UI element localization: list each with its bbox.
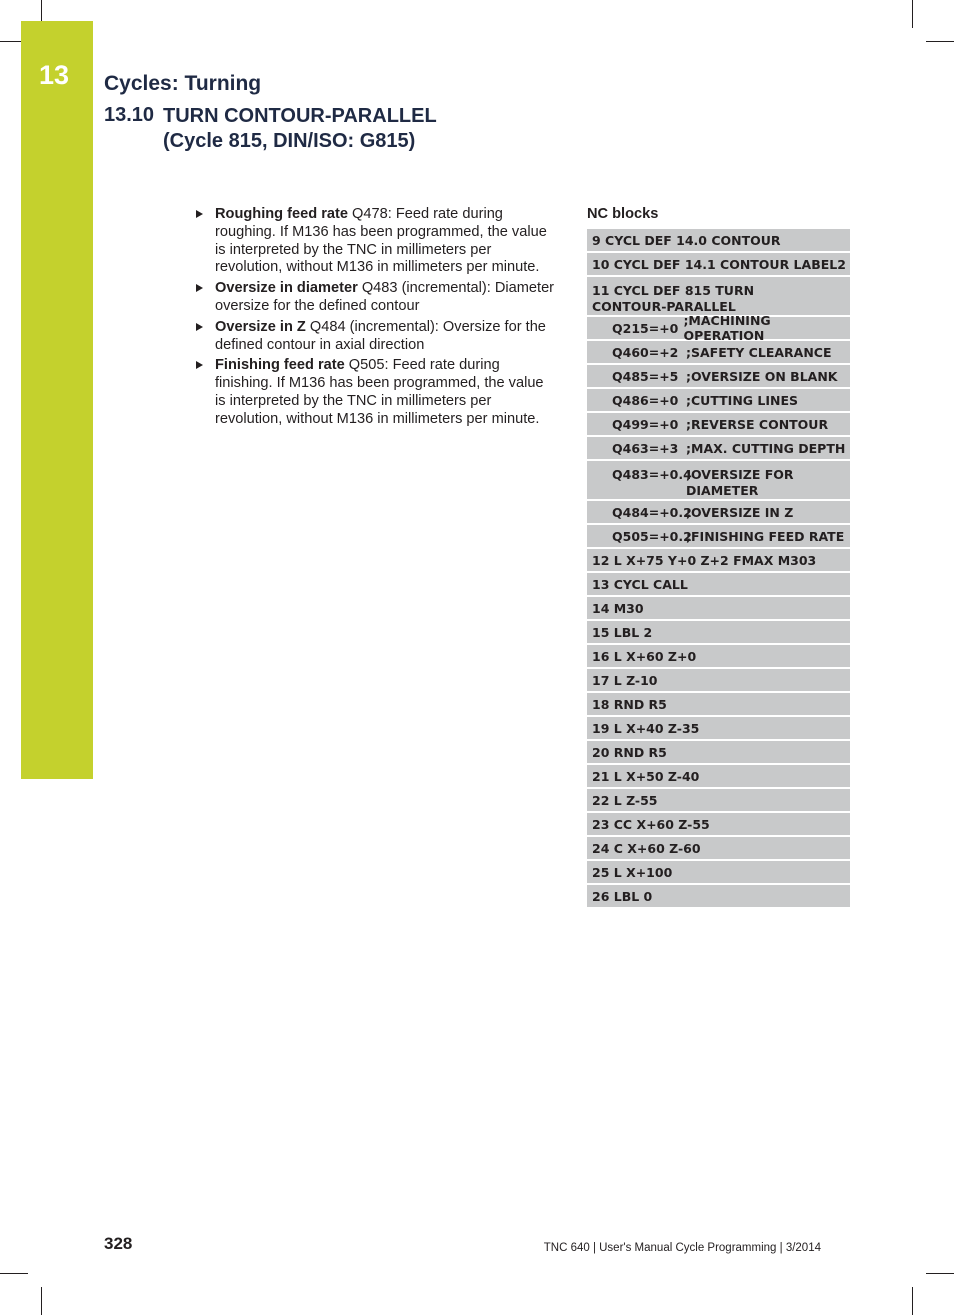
crop-mark xyxy=(926,1273,954,1274)
nc-block-row: 23 CC X+60 Z-55 xyxy=(587,813,850,837)
parameter-item xyxy=(196,357,558,428)
nc-param-value: Q460=+2 xyxy=(612,344,679,360)
nc-block-row: 17 L Z-10 xyxy=(587,669,850,693)
nc-block-row: 13 CYCL CALL xyxy=(587,573,850,597)
section-title xyxy=(163,104,437,154)
nc-param-row xyxy=(587,341,850,365)
nc-param-comment: ;OVERSIZE IN Z xyxy=(686,504,794,520)
section-title-line: (Cycle 815, DIN/ISO: G815) xyxy=(163,130,416,152)
nc-block-row: 20 RND R5 xyxy=(587,741,850,765)
nc-param-row xyxy=(587,525,850,549)
nc-blocks-table xyxy=(587,229,850,909)
nc-block-row: 22 L Z-55 xyxy=(587,789,850,813)
nc-param-value: Q484=+0.2 xyxy=(612,504,692,520)
parameter-item xyxy=(196,206,558,277)
nc-param-comment: ;CUTTING LINES xyxy=(686,392,799,408)
chapter-title: Cycles: Turning xyxy=(104,72,262,95)
parameter-item xyxy=(196,280,558,316)
nc-block-row xyxy=(587,277,850,317)
chapter-tab xyxy=(21,21,93,779)
nc-param-comment: ;OVERSIZE FOR DIAMETER xyxy=(686,467,794,498)
parameter-description: Q484 (incremental): Oversize for the defined contour in axial direction xyxy=(215,318,546,353)
parameter-description: Q505: Feed rate during finishing. If M136 has been programmed, the value is interpreted by the TNC in millimeters per revolution, without M136 in millimeters per minute. xyxy=(215,357,544,427)
nc-block-row: 21 L X+50 Z-40 xyxy=(587,765,850,789)
chapter-number: 13 xyxy=(38,60,70,90)
nc-param-row xyxy=(587,501,850,525)
nc-block-text: 11 CYCL DEF 815 TURN CONTOUR-PARALLEL xyxy=(592,283,755,314)
parameter-term: Roughing feed rate xyxy=(215,206,348,222)
nc-block-row: 24 C X+60 Z-60 xyxy=(587,837,850,861)
parameter-term: Oversize in Z xyxy=(215,318,306,335)
crop-mark xyxy=(926,41,954,42)
nc-block-row: 10 CYCL DEF 14.1 CONTOUR LABEL2 xyxy=(587,253,850,277)
nc-param-value: Q505=+0.2 xyxy=(612,528,692,544)
nc-block-row: 19 L X+40 Z-35 xyxy=(587,717,850,741)
parameter-list xyxy=(196,206,558,432)
nc-param-value: Q486=+0 xyxy=(612,392,679,408)
nc-param-comment: ;OVERSIZE ON BLANK xyxy=(686,368,838,384)
nc-param-row xyxy=(587,313,850,343)
nc-param-comment: ;MAX. CUTTING DEPTH xyxy=(686,440,846,456)
nc-block-row: 18 RND R5 xyxy=(587,693,850,717)
section-number: 13.10 xyxy=(104,104,155,126)
triangle-bullet-icon xyxy=(196,323,203,331)
nc-param-row xyxy=(587,365,850,389)
parameter-term: Finishing feed rate xyxy=(215,357,345,374)
nc-param-value: Q215=+0 xyxy=(612,320,679,336)
crop-mark xyxy=(912,0,913,28)
triangle-bullet-icon xyxy=(196,361,203,369)
parameter-term: Oversize in diameter xyxy=(215,280,358,297)
nc-param-value: Q499=+0 xyxy=(612,416,679,432)
crop-mark xyxy=(41,1287,42,1315)
nc-param-comment: ;FINISHING FEED RATE xyxy=(686,528,845,544)
crop-mark xyxy=(0,1273,28,1274)
parameter-description: Q483 (incremental): Diameter oversize for the defined contour xyxy=(215,280,555,314)
nc-block-row: 14 M30 xyxy=(587,597,850,621)
nc-block-row: 16 L X+60 Z+0 xyxy=(587,645,850,669)
parameter-item xyxy=(196,319,558,355)
footer-text: TNC 640 | User's Manual Cycle Programming | 3/2014 xyxy=(543,1242,821,1254)
nc-param-comment: ;MACHINING OPERATION xyxy=(683,313,771,343)
nc-param-value: Q485=+5 xyxy=(612,368,679,384)
nc-param-row xyxy=(587,389,850,413)
nc-block-row: 9 CYCL DEF 14.0 CONTOUR xyxy=(587,229,850,253)
nc-param-row xyxy=(587,413,850,437)
nc-block-row: 25 L X+100 xyxy=(587,861,850,885)
nc-param-row xyxy=(587,437,850,461)
triangle-bullet-icon xyxy=(196,210,203,218)
page-number: 328 xyxy=(104,1234,133,1253)
nc-param-row xyxy=(587,461,850,501)
parameter-description: Q478: Feed rate during roughing. If M136 has been programmed, the value is interpreted by the TNC in millimeters per revolution, without M136 in millimeters per minute. xyxy=(215,206,547,276)
nc-block-row: 15 LBL 2 xyxy=(587,621,850,645)
crop-mark xyxy=(912,1287,913,1315)
section-title-line: TURN CONTOUR-PARALLEL xyxy=(163,105,437,127)
nc-param-value: Q483=+0.4 xyxy=(612,467,692,482)
triangle-bullet-icon xyxy=(196,284,203,292)
nc-blocks-heading: NC blocks xyxy=(587,206,659,222)
nc-block-row: 12 L X+75 Y+0 Z+2 FMAX M303 xyxy=(587,549,850,573)
nc-param-comment: ;SAFETY CLEARANCE xyxy=(686,344,832,360)
nc-block-row: 26 LBL 0 xyxy=(587,885,850,909)
nc-param-comment: ;REVERSE CONTOUR xyxy=(686,416,829,432)
nc-param-value: Q463=+3 xyxy=(612,440,679,456)
